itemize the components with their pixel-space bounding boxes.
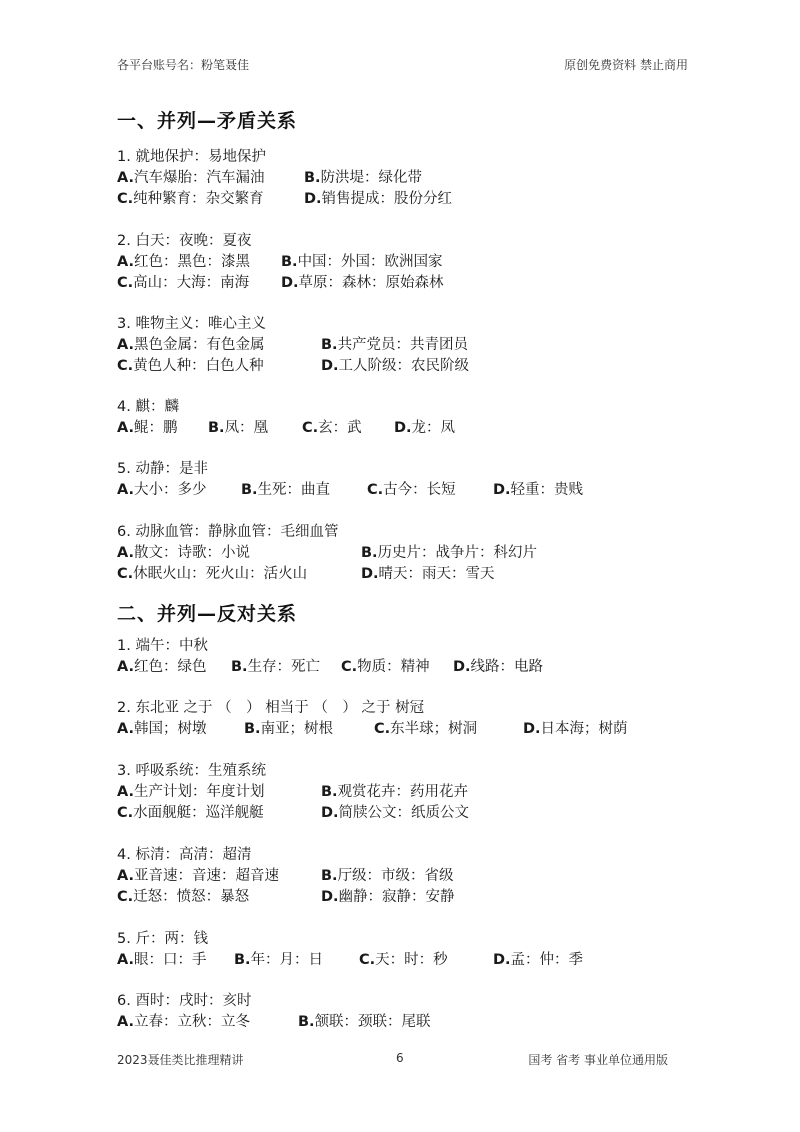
question-block	[117, 147, 717, 210]
option-d[interactable]: D.龙：凤	[394, 420, 456, 436]
header-notice: 原创免费资料 禁止商用	[564, 58, 688, 72]
option-b[interactable]: B.凤：凰	[208, 420, 269, 436]
section-title-contradiction: 一、并列—矛盾关系	[117, 110, 298, 132]
option-b[interactable]: B.厅级：市级：省级	[321, 868, 454, 884]
question-stem: 2. 白天：夜晚：夏夜	[117, 233, 252, 249]
question-block	[117, 761, 717, 824]
page-number: 6	[396, 1051, 404, 1065]
question-stem: 1. 端午：中秋	[117, 638, 208, 654]
question-stem: 2. 东北亚 之于 （ ） 相当于 （ ） 之于 树冠	[117, 700, 425, 716]
option-c[interactable]: C.水面舰艇：巡洋舰艇	[117, 805, 264, 821]
option-a[interactable]: A.韩国；树墩	[117, 721, 207, 737]
option-d[interactable]: D.晴天：雨天：雪天	[361, 566, 495, 582]
option-a[interactable]: A.大小：多少	[117, 482, 207, 498]
option-b[interactable]: B.历史片：战争片：科幻片	[361, 545, 538, 561]
option-c[interactable]: C.迁怒：愤怒：暴怒	[117, 889, 250, 905]
question-block	[117, 314, 717, 377]
option-a[interactable]: A.生产计划：年度计划	[117, 784, 265, 800]
option-d[interactable]: D.线路：电路	[453, 659, 544, 675]
option-d[interactable]: D.工人阶级：农民阶级	[321, 358, 470, 374]
option-d[interactable]: D.孟：仲：季	[493, 952, 584, 968]
option-d[interactable]: D.简牍公文：纸质公文	[321, 805, 470, 821]
question-block	[117, 929, 717, 971]
option-b[interactable]: B.年：月：日	[234, 952, 324, 968]
question-stem: 4. 麒：麟	[117, 399, 179, 415]
option-c[interactable]: C.高山：大海：南海	[117, 275, 250, 291]
question-block	[117, 698, 717, 740]
option-b[interactable]: B.南亚；树根	[244, 721, 334, 737]
option-a[interactable]: A.亚音速：音速：超音速	[117, 868, 279, 884]
question-block	[117, 522, 717, 585]
option-b[interactable]: B.观赏花卉：药用花卉	[321, 784, 469, 800]
option-c[interactable]: C.物质：精神	[341, 659, 430, 675]
question-block	[117, 845, 717, 908]
question-stem: 3. 唯物主义：唯心主义	[117, 316, 266, 332]
option-a[interactable]: A.汽车爆胎：汽车漏油	[117, 170, 265, 186]
option-d[interactable]: D.草原：森林：原始森林	[281, 275, 444, 291]
option-b[interactable]: B.中国：外国：欧洲国家	[281, 254, 443, 270]
header-account-name: 各平台账号名：粉笔聂佳	[117, 58, 250, 72]
option-a[interactable]: A.眼：口：手	[117, 952, 207, 968]
question-block	[117, 459, 717, 501]
option-d[interactable]: D.轻重：贵贱	[493, 482, 584, 498]
option-c[interactable]: C.纯种繁育：杂交繁育	[117, 191, 264, 207]
option-c[interactable]: C.天：时：秒	[359, 952, 448, 968]
section-title-opposition: 二、并列—反对关系	[117, 603, 298, 625]
question-stem: 1. 就地保护：易地保护	[117, 149, 266, 165]
option-a[interactable]: A.鲲：鹏	[117, 420, 178, 436]
option-d[interactable]: D.销售提成：股份分红	[304, 191, 453, 207]
option-c[interactable]: C.东半球；树洞	[374, 721, 478, 737]
question-stem: 5. 动静：是非	[117, 461, 208, 477]
question-block	[117, 991, 717, 1033]
question-stem: 5. 斤：两：钱	[117, 931, 208, 947]
option-b[interactable]: B.防洪堤：绿化带	[304, 170, 423, 186]
option-a[interactable]: A.散文：诗歌：小说	[117, 545, 250, 561]
footer-course-title: 2023聂佳类比推理精讲	[117, 1053, 244, 1067]
question-stem: 3. 呼吸系统：生殖系统	[117, 763, 266, 779]
option-c[interactable]: C.玄：武	[302, 420, 362, 436]
option-c[interactable]: C.古今：长短	[367, 482, 456, 498]
option-b[interactable]: B.生存：死亡	[231, 659, 321, 675]
option-d[interactable]: D.幽静：寂静：安静	[321, 889, 455, 905]
option-d[interactable]: D.日本海；树荫	[523, 721, 628, 737]
question-block	[117, 397, 717, 439]
option-b[interactable]: B.共产党员：共青团员	[321, 337, 469, 353]
option-c[interactable]: C.黄色人种：白色人种	[117, 358, 264, 374]
question-block	[117, 636, 717, 678]
question-stem: 6. 酉时：戌时：亥时	[117, 993, 252, 1009]
question-stem: 6. 动脉血管：静脉血管：毛细血管	[117, 524, 339, 540]
option-a[interactable]: A.黑色金属：有色金属	[117, 337, 265, 353]
option-b[interactable]: B.生死：曲直	[241, 482, 331, 498]
option-a[interactable]: A.红色：黑色：漆黑	[117, 254, 250, 270]
option-a[interactable]: A.红色：绿色	[117, 659, 207, 675]
option-b[interactable]: B.颔联：颈联：尾联	[298, 1014, 431, 1030]
option-c[interactable]: C.休眠火山：死火山：活火山	[117, 566, 308, 582]
option-a[interactable]: A.立春：立秋：立冬	[117, 1014, 250, 1030]
footer-edition: 国考 省考 事业单位通用版	[528, 1053, 668, 1067]
question-stem: 4. 标清：高清：超清	[117, 847, 252, 863]
question-block	[117, 231, 717, 294]
